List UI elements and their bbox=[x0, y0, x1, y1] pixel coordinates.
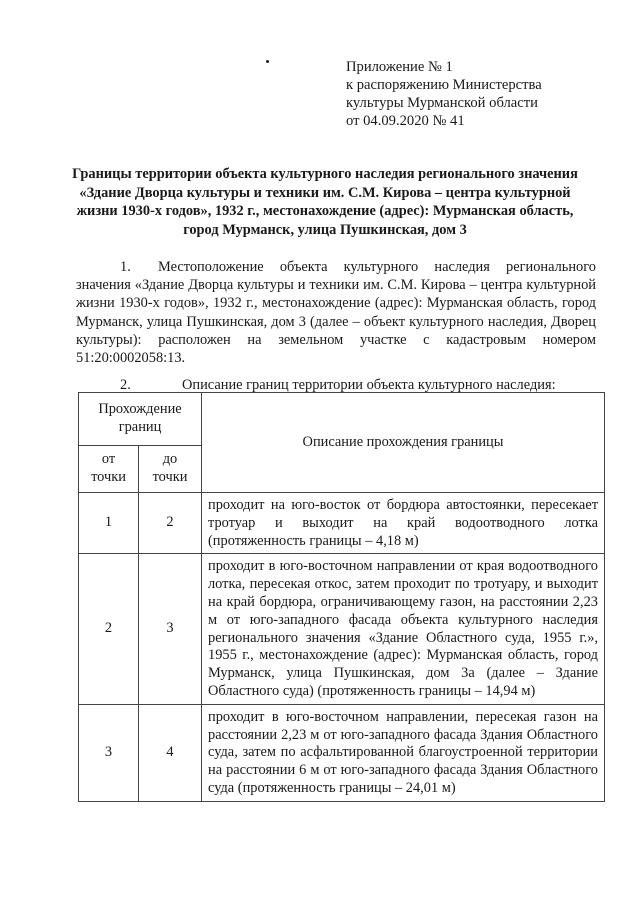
header-from-line: точки bbox=[91, 469, 126, 485]
cell-to: 3 bbox=[139, 554, 202, 704]
document-title: Границы территории объекта культурного наследия регионального значения «Здание Дворца культуры и техники им. С.М. Кирова – центра культурной жизни 1930-х годов», 1932 г., местонахождение (адрес): Мурманская область, город Мурманск, улица Пушкинская, дом 3 bbox=[72, 166, 578, 238]
appendix-line: Приложение № 1 bbox=[346, 59, 453, 75]
appendix-line: культуры Мурманской области bbox=[346, 95, 538, 111]
appendix-header bbox=[346, 58, 616, 130]
table-row bbox=[79, 554, 605, 704]
cell-description: проходит в юго-восточном направлении от края водоотводного лотка, пересекая откос, затем проходит по тротуару, и выходит на край бордюра, ограничивающему газон, на расстоянии 2,23 м от юго-западного фасада объекта культурного наследия регионального значения «Здание Областного суда, 1955 г.», 1955 г., местонахождение (адрес): Мурманская область, город Мурманск, улица Пушкинская, дом 3а (далее – Здание Областного суда) (протяженность границы – 14,94 м) bbox=[202, 554, 605, 704]
section-1-text: Местоположение объекта культурного наследия регионального значения «Здание Дворца культуры и техники им. С.М. Кирова – центра культурной жизни 1930-х годов», 1932 г., местонахождение (адрес): Мурманская область, город Мурманск, улица Пушкинская, дом 3 (далее – объект культурного наследия, Дворец культуры): расположен на земельном участке с кадастровым номером 51:20:0002058:13. bbox=[76, 259, 596, 367]
cell-from: 3 bbox=[79, 704, 139, 801]
section-2-number: 2. bbox=[120, 377, 131, 393]
header-from-line: от bbox=[101, 451, 116, 468]
header-to-line: до bbox=[162, 451, 178, 468]
appendix-line: к распоряжению Министерства bbox=[346, 77, 542, 93]
header-passage-line: границ bbox=[118, 419, 162, 435]
cell-from: 1 bbox=[79, 493, 139, 554]
cell-to: 4 bbox=[139, 704, 202, 801]
section-2-text: Описание границ территории объекта культурного наследия: bbox=[182, 377, 556, 393]
header-from bbox=[79, 446, 139, 493]
section-1 bbox=[76, 258, 596, 367]
appendix-line: от 04.09.2020 № 41 bbox=[346, 113, 465, 129]
table-row bbox=[79, 493, 605, 554]
cell-description: проходит в юго-восточном направлении, пересекая газон на расстоянии 2,23 м от юго-западного фасада Здания Областного суда, затем по асфальтированной благоустроенной территории на расстоянии 6 м от юго-западного фасада Здания Областного суда (протяженность границы – 24,01 м) bbox=[202, 704, 605, 801]
table-row bbox=[79, 704, 605, 801]
ink-dot bbox=[266, 60, 269, 63]
cell-to: 2 bbox=[139, 493, 202, 554]
header-to bbox=[139, 446, 202, 493]
cell-description: проходит на юго-восток от бордюра автостоянки, пересекает тротуар и выходит на край водоотводного лотка (протяженность границы – 4,18 м) bbox=[202, 493, 605, 554]
cell-from: 2 bbox=[79, 554, 139, 704]
boundary-table bbox=[78, 392, 605, 802]
header-to-line: точки bbox=[152, 469, 188, 485]
header-description: Описание прохождения границы bbox=[202, 393, 605, 493]
section-1-number: 1. bbox=[120, 259, 131, 275]
header-passage bbox=[79, 393, 202, 446]
header-passage-line: Прохождение bbox=[98, 401, 182, 418]
